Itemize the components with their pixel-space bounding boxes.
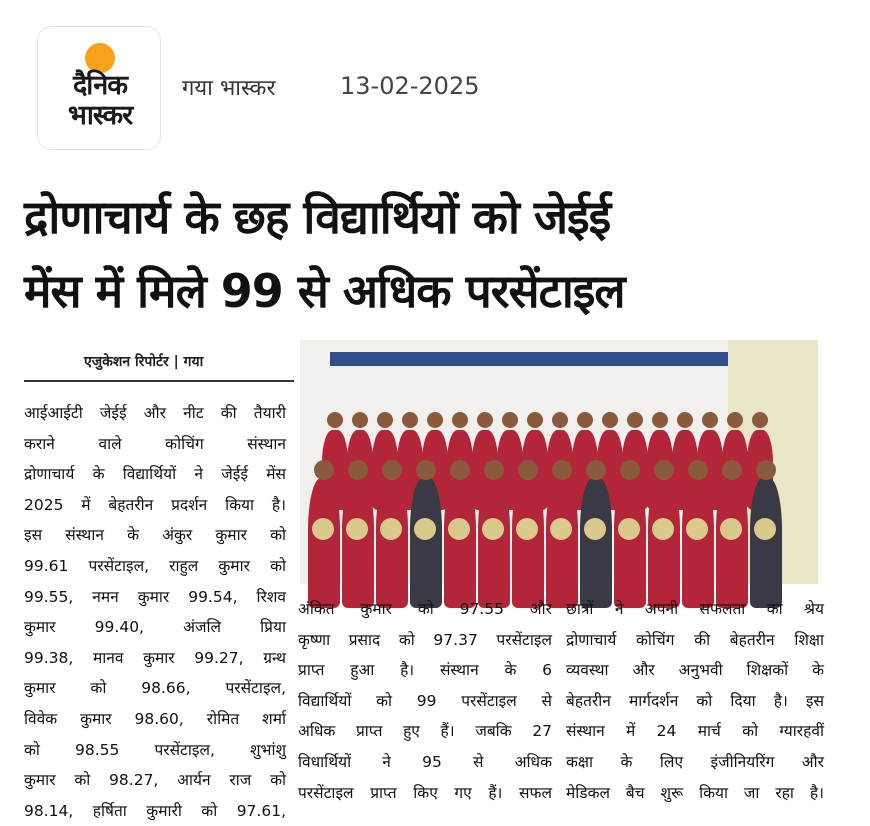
student-head <box>452 412 468 428</box>
headline-line-2: मेंस में मिले 99 से अधिक परसेंटाइल <box>24 264 625 318</box>
body-line: विद्यार्थियों को 99 परसेंटाइल से <box>298 691 552 710</box>
body-line: कुमार को 98.66, परसेंटाइल, <box>24 679 286 698</box>
student-head <box>314 460 334 480</box>
student-figure <box>444 478 476 608</box>
bouquet <box>584 518 606 540</box>
body-line: परसेंटाइल प्राप्त किए गए हैं। सफल <box>298 783 552 802</box>
body-line: इस संस्थान के अंकुर कुमार को <box>24 526 286 545</box>
body-line: कक्षा के लिए इंजीनियरिंग और <box>566 752 824 771</box>
photo-banner <box>330 352 760 366</box>
bouquet <box>380 518 402 540</box>
student-head <box>502 412 518 428</box>
body-line: व्यवस्था और अनुभवी शिक्षकों के <box>566 661 824 680</box>
student-figure <box>546 478 578 608</box>
student-head <box>727 412 743 428</box>
bouquet <box>652 518 674 540</box>
body-line: अंकित कुमार को 97.55 और <box>298 600 552 618</box>
student-head <box>527 412 543 428</box>
body-line: को 98.55 परसेंटाइल, शुभांशु <box>24 740 286 759</box>
student-head <box>688 460 708 480</box>
student-head <box>677 412 693 428</box>
body-line: कराने वाले कोचिंग संस्थान <box>24 434 286 453</box>
student-figure <box>648 478 680 608</box>
student-head <box>348 460 368 480</box>
student-head <box>722 460 742 480</box>
body-column-2 <box>298 594 552 808</box>
body-column-1 <box>24 398 286 826</box>
logo-word-2: भास्कर <box>67 100 133 131</box>
body-line: कुमार को 98.27, आर्यन राज को <box>24 771 286 790</box>
students-group-photo <box>300 340 818 584</box>
body-line: 99.38, मानव कुमार 99.27, ग्रन्थ <box>24 648 286 667</box>
student-figure <box>342 478 374 608</box>
body-line: 2025 में बेहतरीन प्रदर्शन किया है। <box>24 495 286 514</box>
bouquet <box>482 518 504 540</box>
body-line: अधिक प्राप्त हुए हैं। जबकि 27 <box>298 722 552 741</box>
student-head <box>552 460 572 480</box>
student-head <box>652 412 668 428</box>
bouquet <box>618 518 640 540</box>
student-head <box>752 412 768 428</box>
body-line: बेहतरीन मार्गदर्शन को दिया है। इस <box>566 691 824 710</box>
student-head <box>377 412 393 428</box>
headline-line-1: द्रोणाचार्य के छह विद्यार्थियों को जेईई <box>24 190 611 244</box>
student-figure <box>716 478 748 608</box>
bouquet <box>754 518 776 540</box>
bouquet <box>346 518 368 540</box>
student-head <box>427 412 443 428</box>
student-head <box>327 412 343 428</box>
student-figure <box>410 478 442 608</box>
body-line: छात्रों ने अपनी सफलता का श्रेय <box>566 600 824 618</box>
sun-icon <box>85 43 115 73</box>
student-head <box>450 460 470 480</box>
student-head <box>402 412 418 428</box>
body-column-3 <box>566 594 824 808</box>
body-line: विधार्थियों ने 95 से अधिक <box>298 752 552 771</box>
bouquet <box>720 518 742 540</box>
body-line: कुमार 99.40, अंजलि प्रिया <box>24 618 286 637</box>
student-head <box>602 412 618 428</box>
student-head <box>620 460 640 480</box>
student-figure <box>580 478 612 608</box>
body-line: 99.61 परसेंटाइल, राहुल कुमार को <box>24 556 286 575</box>
body-line: कृष्णा प्रसाद को 97.37 परसेंटाइल <box>298 630 552 649</box>
byline-divider <box>24 380 294 382</box>
student-head <box>477 412 493 428</box>
edition-name: गया भास्कर <box>182 76 276 101</box>
bouquet <box>414 518 436 540</box>
body-line: मेडिकल बैच शुरू किया जा रहा है। <box>566 783 824 802</box>
body-line: 98.14, हर्षिता कुमारी को 97.61, <box>24 801 286 820</box>
student-head <box>702 412 718 428</box>
body-line: द्रोणाचार्य कोचिंग की बेहतरीन शिक्षा <box>566 630 824 649</box>
student-figure <box>614 478 646 608</box>
headline <box>24 180 854 328</box>
student-head <box>352 412 368 428</box>
student-head <box>577 412 593 428</box>
student-head <box>654 460 674 480</box>
bouquet <box>550 518 572 540</box>
student-head <box>586 460 606 480</box>
body-line: प्राप्त हुआ है। संस्थान के 6 <box>298 661 552 680</box>
student-head <box>518 460 538 480</box>
student-head <box>627 412 643 428</box>
student-figure <box>376 478 408 608</box>
byline: एजुकेशन रिपोर्टर | गया <box>84 354 204 370</box>
student-head <box>552 412 568 428</box>
bouquet <box>686 518 708 540</box>
body-line: द्रोणाचार्य के विद्यार्थियों ने जेईई मेंस <box>24 465 286 484</box>
bouquet <box>312 518 334 540</box>
student-head <box>416 460 436 480</box>
bouquet <box>448 518 470 540</box>
student-head <box>382 460 402 480</box>
student-figure <box>478 478 510 608</box>
logo-word-1: दैनिक <box>72 70 128 101</box>
student-figure <box>682 478 714 608</box>
student-figure <box>750 478 782 608</box>
student-head <box>484 460 504 480</box>
publish-date: 13-02-2025 <box>340 72 480 100</box>
student-head <box>756 460 776 480</box>
student-figure <box>308 478 340 608</box>
body-line: विवेक कुमार 98.60, रोमित शर्मा <box>24 709 286 728</box>
body-line: आईआईटी जेईई और नीट की तैयारी <box>24 404 286 422</box>
body-line: 99.55, नमन कुमार 99.54, रिशव <box>24 587 286 606</box>
body-line: संस्थान में 24 मार्च को ग्यारहवीं <box>566 722 824 741</box>
student-figure <box>512 478 544 608</box>
dainik-bhaskar-logo <box>37 26 161 150</box>
bouquet <box>516 518 538 540</box>
